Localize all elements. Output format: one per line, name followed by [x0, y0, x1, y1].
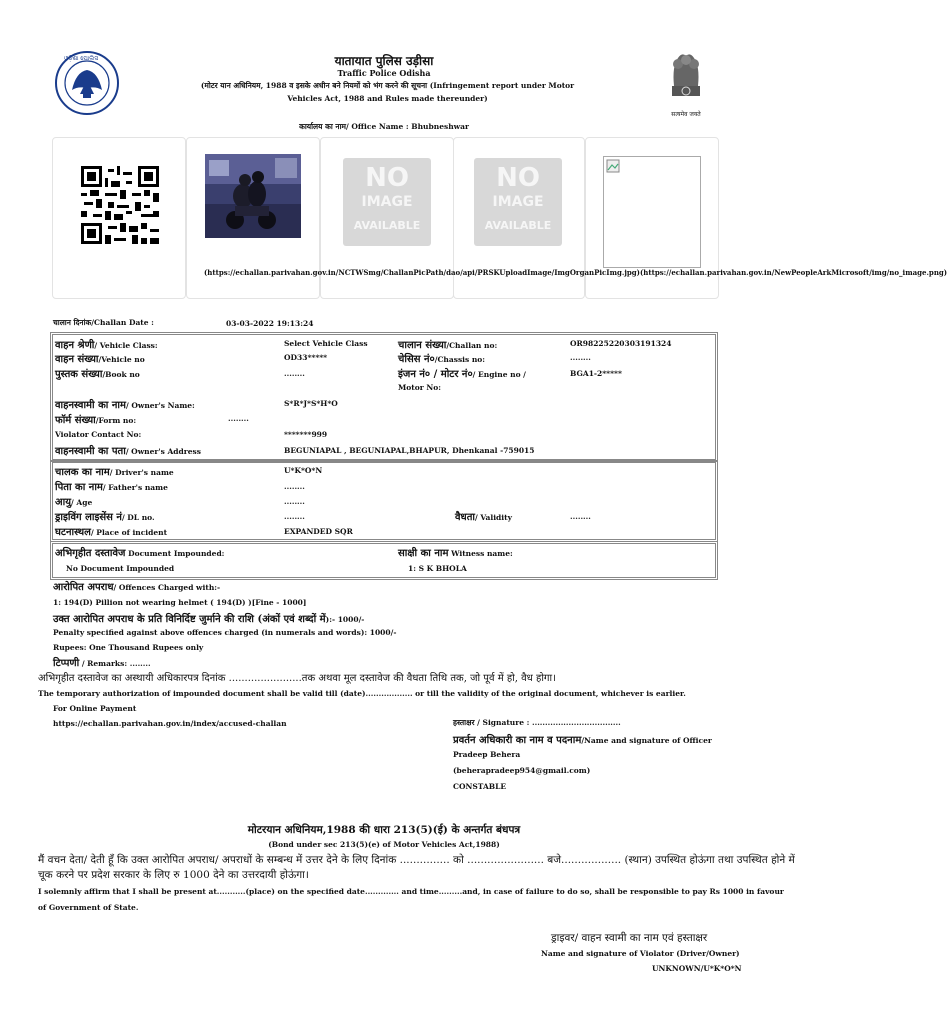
owner-address-value: BEGUNIAPAL , BEGUNIAPAL,BHAPUR, Dhenkanal -759015 [284, 446, 535, 455]
no-image-placeholder: NO IMAGE AVAILABLE [474, 158, 562, 246]
offence-item: 1: 194(D) Pillion not wearing helmet ( 194(D) )[Fine - 1000] [53, 598, 307, 607]
vehicle-class-value: Select Vehicle Class [284, 339, 368, 348]
broken-image-icon [603, 156, 701, 268]
qr-card [52, 137, 186, 299]
notice-english: (Infringement report under Motor Vehicles Act, 1988 and Rules made thereunder) [287, 81, 575, 103]
violator-signature-english: Name and signature of Violator (Driver/Owner) [541, 949, 740, 958]
rupees-in-words: Rupees: One Thousand Rupees only [53, 643, 204, 652]
driver-name-label: चालक का नाम/ Driver's name [55, 467, 174, 478]
temporary-authorization-english: The temporary authorization of impounded document shall be valid till (date).................. or till the validity of the original document, whichever is earlier. [38, 689, 686, 698]
challan-no-label: चालान संख्या/Challan no: [398, 340, 498, 351]
online-payment-link[interactable]: https://echallan.parivahan.gov.in/index/accused-challan [53, 719, 287, 728]
officer-name: Pradeep Behera [453, 750, 521, 759]
national-emblem [664, 46, 708, 116]
penalty-english: Penalty specified against above offences charged (in numerals and words): 1000/- [53, 628, 397, 637]
challan-no-value: OR98225220303191324 [570, 339, 672, 348]
office-name [0, 122, 768, 132]
officer-email: (beherapradeep954@gmail.com) [453, 766, 591, 775]
vehicle-class-label: वाहन श्रेणी/ Vehicle Class: [55, 340, 158, 351]
qr-code [81, 166, 159, 244]
challan-date-label: चालान दिनांक/Challan Date : [53, 318, 154, 327]
page-title-hindi: यातायात पुलिस उड़ीसा [334, 54, 434, 68]
penalty-hindi: उक्त आरोपित अपराध के प्रति विनिर्दिष्ट जुर्माने की राशि (अंकों एवं शब्दों में):- 1000/- [53, 614, 365, 625]
office-label: कार्यालय का नाम/ Office Name : [299, 122, 412, 131]
office-value: Bhubneshwar [411, 122, 469, 131]
incident-photo [205, 154, 301, 238]
place-of-incident-value: EXPANDED SQR [284, 527, 353, 536]
contact-label: Violator Contact No: [55, 430, 142, 439]
document-impounded-value: No Document Impounded [66, 564, 175, 573]
chassis-label: चेसिस नं०/Chassis no: [398, 354, 486, 365]
bond-title-hindi: मोटरयान अधिनियम,1988 की धारा 213(5)(ई) के अन्तर्गत बंधपत्र [247, 824, 521, 836]
father-name-label: पिता का नाम/ Father's name [55, 482, 168, 493]
remarks: टिप्पणी / Remarks: ........ [53, 658, 151, 669]
driver-name-value: U*K*O*N [284, 466, 323, 475]
owner-name-value: S*R*J*S*H*O [284, 399, 338, 408]
place-of-incident-label: घटनास्थल/ Place of incident [55, 527, 168, 538]
dl-no-value: ........ [284, 512, 305, 521]
witness-name-label: साक्षी का नाम Witness name: [398, 548, 513, 559]
bond-text-hindi-2: चूक करने पर प्रदेश सरकार के लिए रु 1000 देने का उत्तरदायी होऊंगा। [38, 869, 309, 881]
photo-urls[interactable]: (https://echallan.parivahan.gov.in/NCTWSmg/ChallanPicPath/dao/api/PRSKUploadImage/ImgOrganPicImg.jpg)(https://echallan.parivahan.gov.in/NewPeopleArkMicrosoft/img/no_image.png) [204, 268, 947, 277]
owner-address-label: वाहनस्वामी का पता/ Owner's Address [55, 446, 201, 457]
age-label: आयु/ Age [55, 497, 93, 508]
father-name-value: ........ [284, 482, 305, 491]
book-no-label: पुस्तक संख्या/Book no [55, 369, 140, 380]
violator-signature-hindi: ड्राइवर/ वाहन स्वामी का नाम एवं हस्ताक्षर [551, 932, 708, 944]
vehicle-no-value: OD33***** [284, 353, 328, 362]
bond-text-english-1: I solemnly affirm that I shall be present at...........(place) on the specified date............. and time.........and, in case of failure to do so, shall be responsible to pay Rs 1000 in favour [38, 887, 784, 896]
witness-name-value: 1: S K BHOLA [408, 564, 467, 573]
notice-hindi: (मोटर यान अधिनियम, 1988 व इसके अधीन बने नियमों को भंग करने की सूचना [200, 81, 428, 90]
temporary-authorization-hindi: अभिगृहीत दस्तावेज का अस्थायी अधिकारपत्र दिनांक .......................तक अथवा मूल दस्तावेज की वैधता तिथि तक, जो पूर्व में हो, वैध होगा। [38, 673, 556, 684]
officer-designation: CONSTABLE [453, 782, 507, 791]
online-payment-label: For Online Payment [53, 704, 137, 713]
vehicle-no-label: वाहन संख्या/Vehicle no [55, 354, 145, 365]
bond-title-english: (Bond under sec 213(5)(e) of Motor Vehicles Act,1988) [268, 840, 500, 849]
emblem-caption: सत्यमेव जयते [671, 111, 701, 118]
validity-label: वैधता/ Validity [455, 512, 512, 523]
validity-value: ........ [570, 512, 591, 521]
age-value: ........ [284, 497, 305, 506]
challan-date-value: 03-03-2022 19:13:24 [226, 319, 314, 328]
violator-name: UNKNOWN/U*K*O*N [652, 964, 742, 973]
book-no-value: ........ [284, 369, 305, 378]
officer-signature-label: हस्ताक्षर / Signature : .................................. [453, 718, 621, 727]
offences-charged-label: आरोपित अपराध/ Offences Charged with:- [53, 582, 221, 593]
form-no-value: ........ [228, 414, 249, 423]
no-image-placeholder: NO IMAGE AVAILABLE [343, 158, 431, 246]
logo-text-top: ଓଡ଼ିଶା ପୋଲିସ [64, 55, 99, 62]
dl-no-label: ड्राइविंग लाइसेंस नं/ DL no. [55, 512, 155, 523]
engine-no-value: BGA1-2***** [570, 369, 622, 378]
bond-text-english-2: of Government of State. [38, 903, 139, 912]
page-title-english: Traffic Police Odisha [337, 68, 431, 78]
contact-value: *******999 [284, 430, 328, 439]
infringement-notice [195, 79, 580, 105]
form-no-label: फॉर्म संख्या/Form no: [55, 415, 137, 426]
engine-no-label-2: Motor No: [398, 383, 441, 392]
chassis-value: ........ [570, 353, 591, 362]
document-impounded-label: अभिगृहीत दस्तावेज Document Impounded: [55, 548, 225, 559]
officer-name-label: प्रवर्तन अधिकारी का नाम व पदनाम/Name and signature of Officer [453, 735, 712, 746]
engine-no-label: इंजन नं० / मोटर नं०/ Engine no / [398, 369, 526, 380]
bond-text-hindi-1: मैं वचन देता/ देती हूँ कि उक्त आरोपित अपराध/ अपराधों के सम्बन्ध में उत्तर देने के लिए दिनांक ............... को ....................... बजे.................. (स्थान) उपस्थित होऊंगा तथा उपस्थित होने में [38, 854, 795, 866]
owner-name-label: वाहनस्वामी का नाम/ Owner's Name: [55, 400, 195, 411]
